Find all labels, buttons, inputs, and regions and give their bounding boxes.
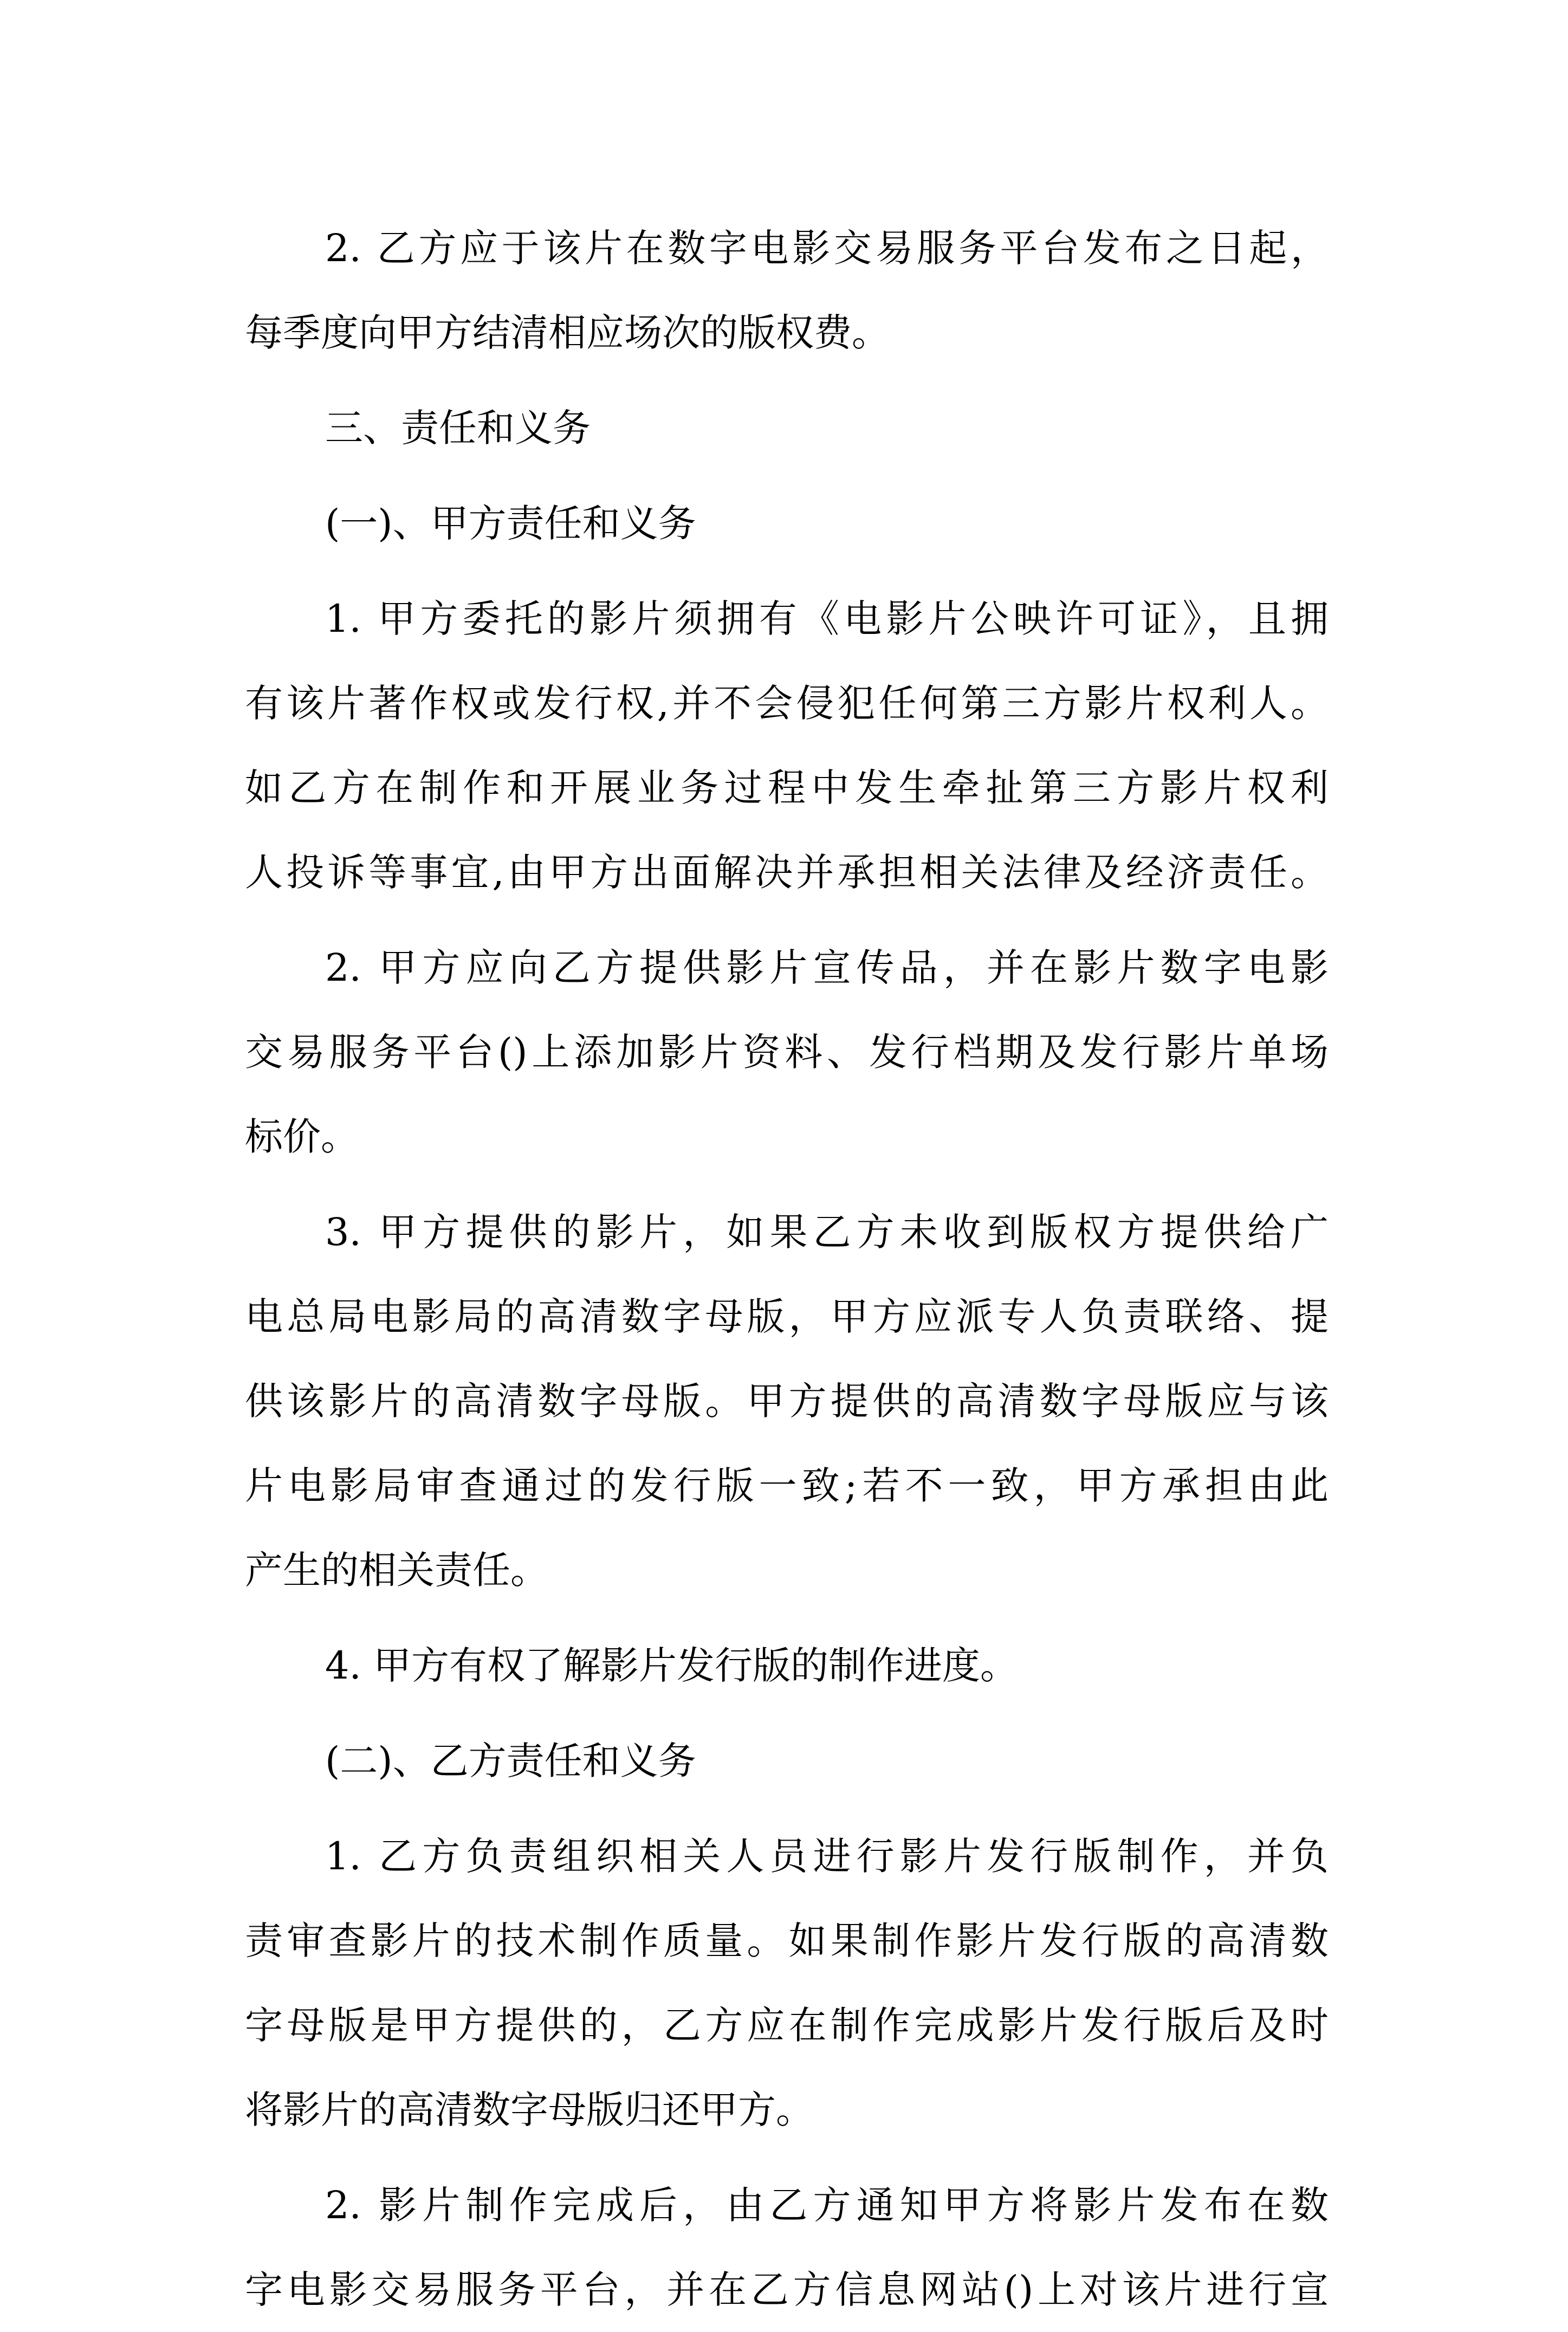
subsection-heading — [245, 1719, 1329, 1803]
paragraph — [245, 576, 1329, 915]
document-body — [245, 206, 1329, 2332]
text-line: 字母版是甲方提供的，乙方应在制作完成影片发行版后及时 — [245, 2003, 1329, 2048]
text-line: 2. 乙方应于该片在数字电影交易服务平台发布之日起， — [325, 226, 1329, 270]
paragraph-spacer — [245, 1708, 1329, 1719]
paragraph-spacer — [245, 1803, 1329, 1814]
subsection-heading — [245, 481, 1329, 566]
text-line: 交易服务平台()上添加影片资料、发行档期及发行影片单场 — [245, 1030, 1329, 1074]
text-line: 有该片著作权或发行权,并不会侵犯任何第三方影片权利人。 — [245, 681, 1329, 725]
paragraph-spacer — [245, 375, 1329, 386]
text-line: 4. 甲方有权了解影片发行版的制作进度。 — [325, 1643, 1019, 1688]
text-line: 责审查影片的技术制作质量。如果制作影片发行版的高清数 — [245, 1919, 1329, 1963]
paragraph-spacer — [245, 2152, 1329, 2163]
paragraph-spacer — [245, 1179, 1329, 1190]
text-line: 将影片的高清数字母版归还甲方。 — [245, 2088, 814, 2132]
paragraph-spacer — [245, 470, 1329, 481]
text-line: 每季度向甲方结清相应场次的版权费。 — [245, 310, 890, 355]
paragraph — [245, 925, 1329, 1179]
text-line: 1. 甲方委托的影片须拥有《电影片公映许可证》，且拥 — [325, 597, 1329, 641]
section-heading — [245, 386, 1329, 470]
text-line: 1. 乙方负责组织相关人员进行影片发行版制作，并负 — [325, 1834, 1329, 1878]
paragraph-spacer — [245, 915, 1329, 925]
text-line: 2. 影片制作完成后，由乙方通知甲方将影片发布在数 — [325, 2183, 1329, 2227]
paragraph-spacer — [245, 566, 1329, 576]
text-line: 3. 甲方提供的影片，如果乙方未收到版权方提供给广 — [325, 1210, 1329, 1254]
paragraph — [245, 1190, 1329, 1612]
text-line: 标价。 — [245, 1115, 359, 1159]
text-line: 产生的相关责任。 — [245, 1548, 548, 1592]
text-line: 供该影片的高清数字母版。甲方提供的高清数字母版应与该 — [245, 1379, 1329, 1423]
paragraph — [245, 206, 1329, 375]
text-line: 电总局电影局的高清数字母版，甲方应派专人负责联络、提 — [245, 1294, 1329, 1339]
text-line: 如乙方在制作和开展业务过程中发生牵扯第三方影片权利 — [245, 766, 1329, 810]
text-line: 字电影交易服务平台，并在乙方信息网站()上对该片进行宣 — [245, 2268, 1329, 2312]
paragraph — [245, 1814, 1329, 2152]
paragraph-spacer — [245, 1612, 1329, 1623]
paragraph — [245, 1623, 1329, 1708]
paragraph — [245, 2163, 1329, 2332]
text-line: 2. 甲方应向乙方提供影片宣传品，并在影片数字电影 — [325, 945, 1329, 990]
text-line: (二)、乙方责任和义务 — [325, 1739, 696, 1783]
text-line: 三、责任和义务 — [325, 406, 591, 450]
text-line: 人投诉等事宜,由甲方出面解决并承担相关法律及经济责任。 — [245, 850, 1329, 895]
text-line: (一)、甲方责任和义务 — [325, 501, 696, 546]
text-line: 片电影局审查通过的发行版一致;若不一致，甲方承担由此 — [245, 1463, 1329, 1508]
